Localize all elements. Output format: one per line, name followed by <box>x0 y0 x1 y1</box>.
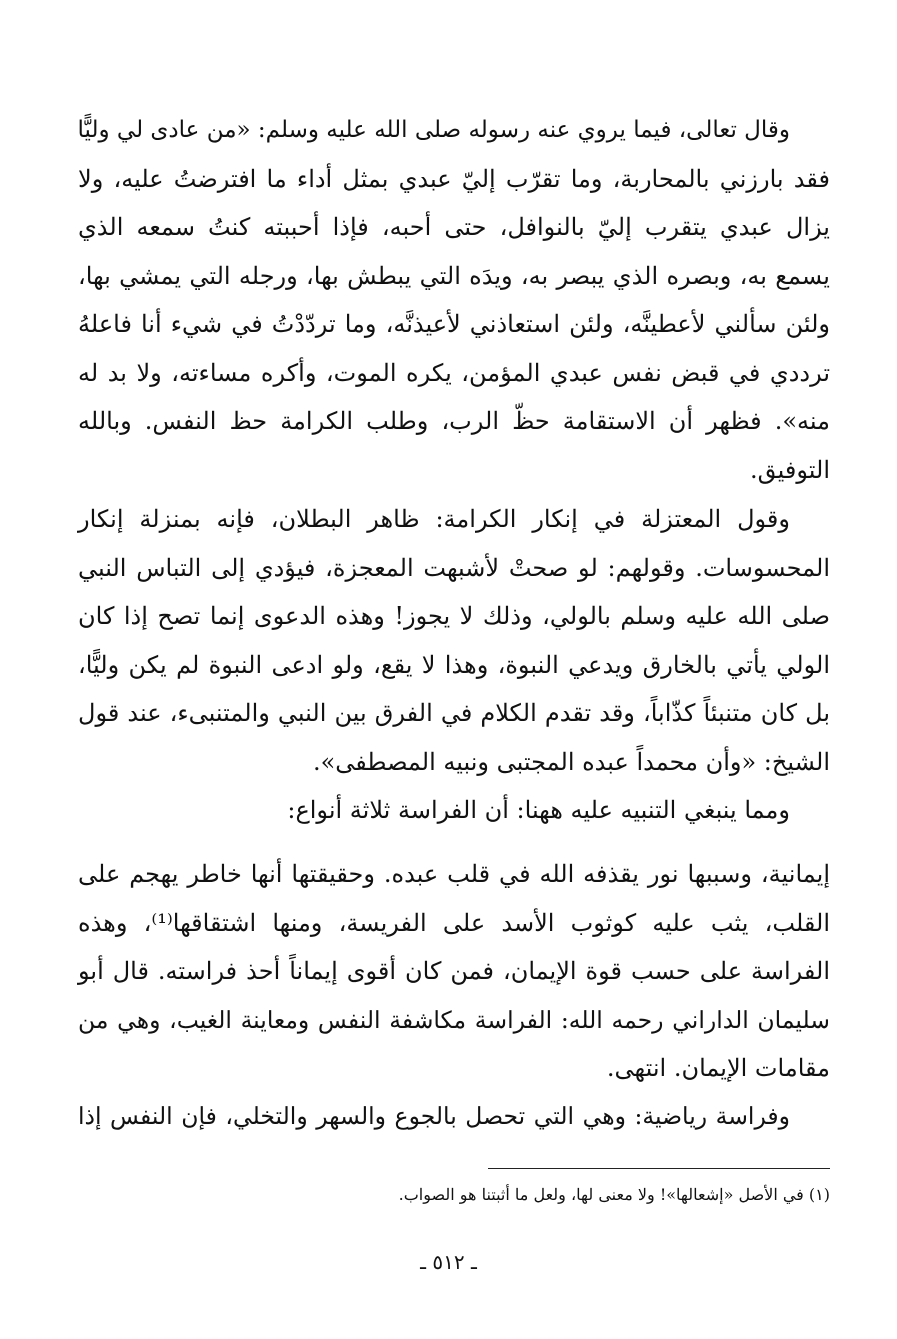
paragraph-mutazila <box>78 495 830 786</box>
text-line: مقامات الإيمان. انتهى. <box>606 1054 830 1082</box>
text-line: وفراسة رياضية: وهي التي تحصل بالجوع والسهر والتخلي، فإن النفس إذا <box>78 1102 790 1130</box>
text-line: يسمع به، وبصره الذي يبصر به، ويدَه التي يبطش بها، ورجله التي يمشي بها، <box>78 261 830 290</box>
text-line: ومما ينبغي التنبيه عليه ههنا: أن الفراسة ثلاثة أنواع: <box>287 796 790 824</box>
footnote-separator <box>488 1168 830 1169</box>
paragraph-karamah-hadith <box>78 106 830 494</box>
text-line: يزال عبدي يتقرب إليّ بالنوافل، حتى أحبه، فإذا أحببته كنتُ سمعه الذي <box>78 213 830 241</box>
text-line: صلى الله عليه وسلم بالولي، وذلك لا يجوز! وهذه الدعوى إنما تصح إذا كان <box>78 602 830 630</box>
text-line: ترددي في قبض نفس عبدي المؤمن، يكره الموت، وأكره مساءته، ولا بد له <box>78 358 830 387</box>
text-line: الولي يأتي بالخارق ويدعي النبوة، وهذا لا يقع، ولو ادعى النبوة لم يكن وليًّا، <box>78 650 830 679</box>
text-line: وقال تعالى، فيما يروي عنه رسوله صلى الله عليه وسلم: «من عادى لي وليًّا <box>77 117 790 143</box>
text-line: الشيخ: «وأن محمداً عبده المجتبى ونبيه المصطفى». <box>312 747 830 776</box>
text-line: إيمانية، وسببها نور يقذفه الله في قلب عبده. وحقيقتها أنها خاطر يهجم على <box>78 860 830 888</box>
text-line: فقد بارزني بالمحاربة، وما تقرّب إليّ عبدي بمثل أداء ما افترضتُ عليه، ولا <box>78 164 830 193</box>
paragraph-firasa-intro <box>78 786 830 835</box>
footnote: (١) في الأصل «إشعالها»! ولا معنى لها، ولعل ما أثبتنا هو الصواب. <box>398 1185 830 1204</box>
text-line: التوفيق. <box>750 455 830 484</box>
text-line: منه». فظهر أن الاستقامة حظّ الرب، وطلب الكرامة حظ النفس. وبالله <box>78 407 830 435</box>
text-line: المحسوسات. وقولهم: لو صحتْ لأشبهت المعجزة، فيؤدي إلى التباس النبي <box>78 553 830 582</box>
text-line: بل كان متنبئاً كذّاباً، وقد تقدم الكلام في الفرق بين النبي والمتنبىء، عند قول <box>78 699 830 727</box>
text-line: وقول المعتزلة في إنكار الكرامة: ظاهر البطلان، فإنه بمنزلة إنكار <box>78 505 790 533</box>
paragraph-firasa-riyadiyya <box>78 1092 830 1141</box>
paragraph-firasa-imaniyya <box>78 850 830 1093</box>
text-line: ولئن سألني لأعطينَّه، ولئن استعاذني لأعيذنَّه، وما تردّدْتُ في شيء أنا فاعلهُ <box>78 310 830 338</box>
text-line: الفراسة على حسب قوة الإيمان، فمن كان أقوى إيماناً أحذ فراسته. قال أبو <box>78 957 830 985</box>
text-line: القلب، يثب عليه كوثوب الأسد على الفريسة، ومنها اشتقاقها⁽¹⁾، وهذه <box>78 908 831 937</box>
page-number: ـ ٥١٢ ـ <box>420 1250 477 1274</box>
text-line: سليمان الداراني رحمه الله: الفراسة مكاشفة النفس ومعاينة الغيب، وهي من <box>78 1005 830 1034</box>
